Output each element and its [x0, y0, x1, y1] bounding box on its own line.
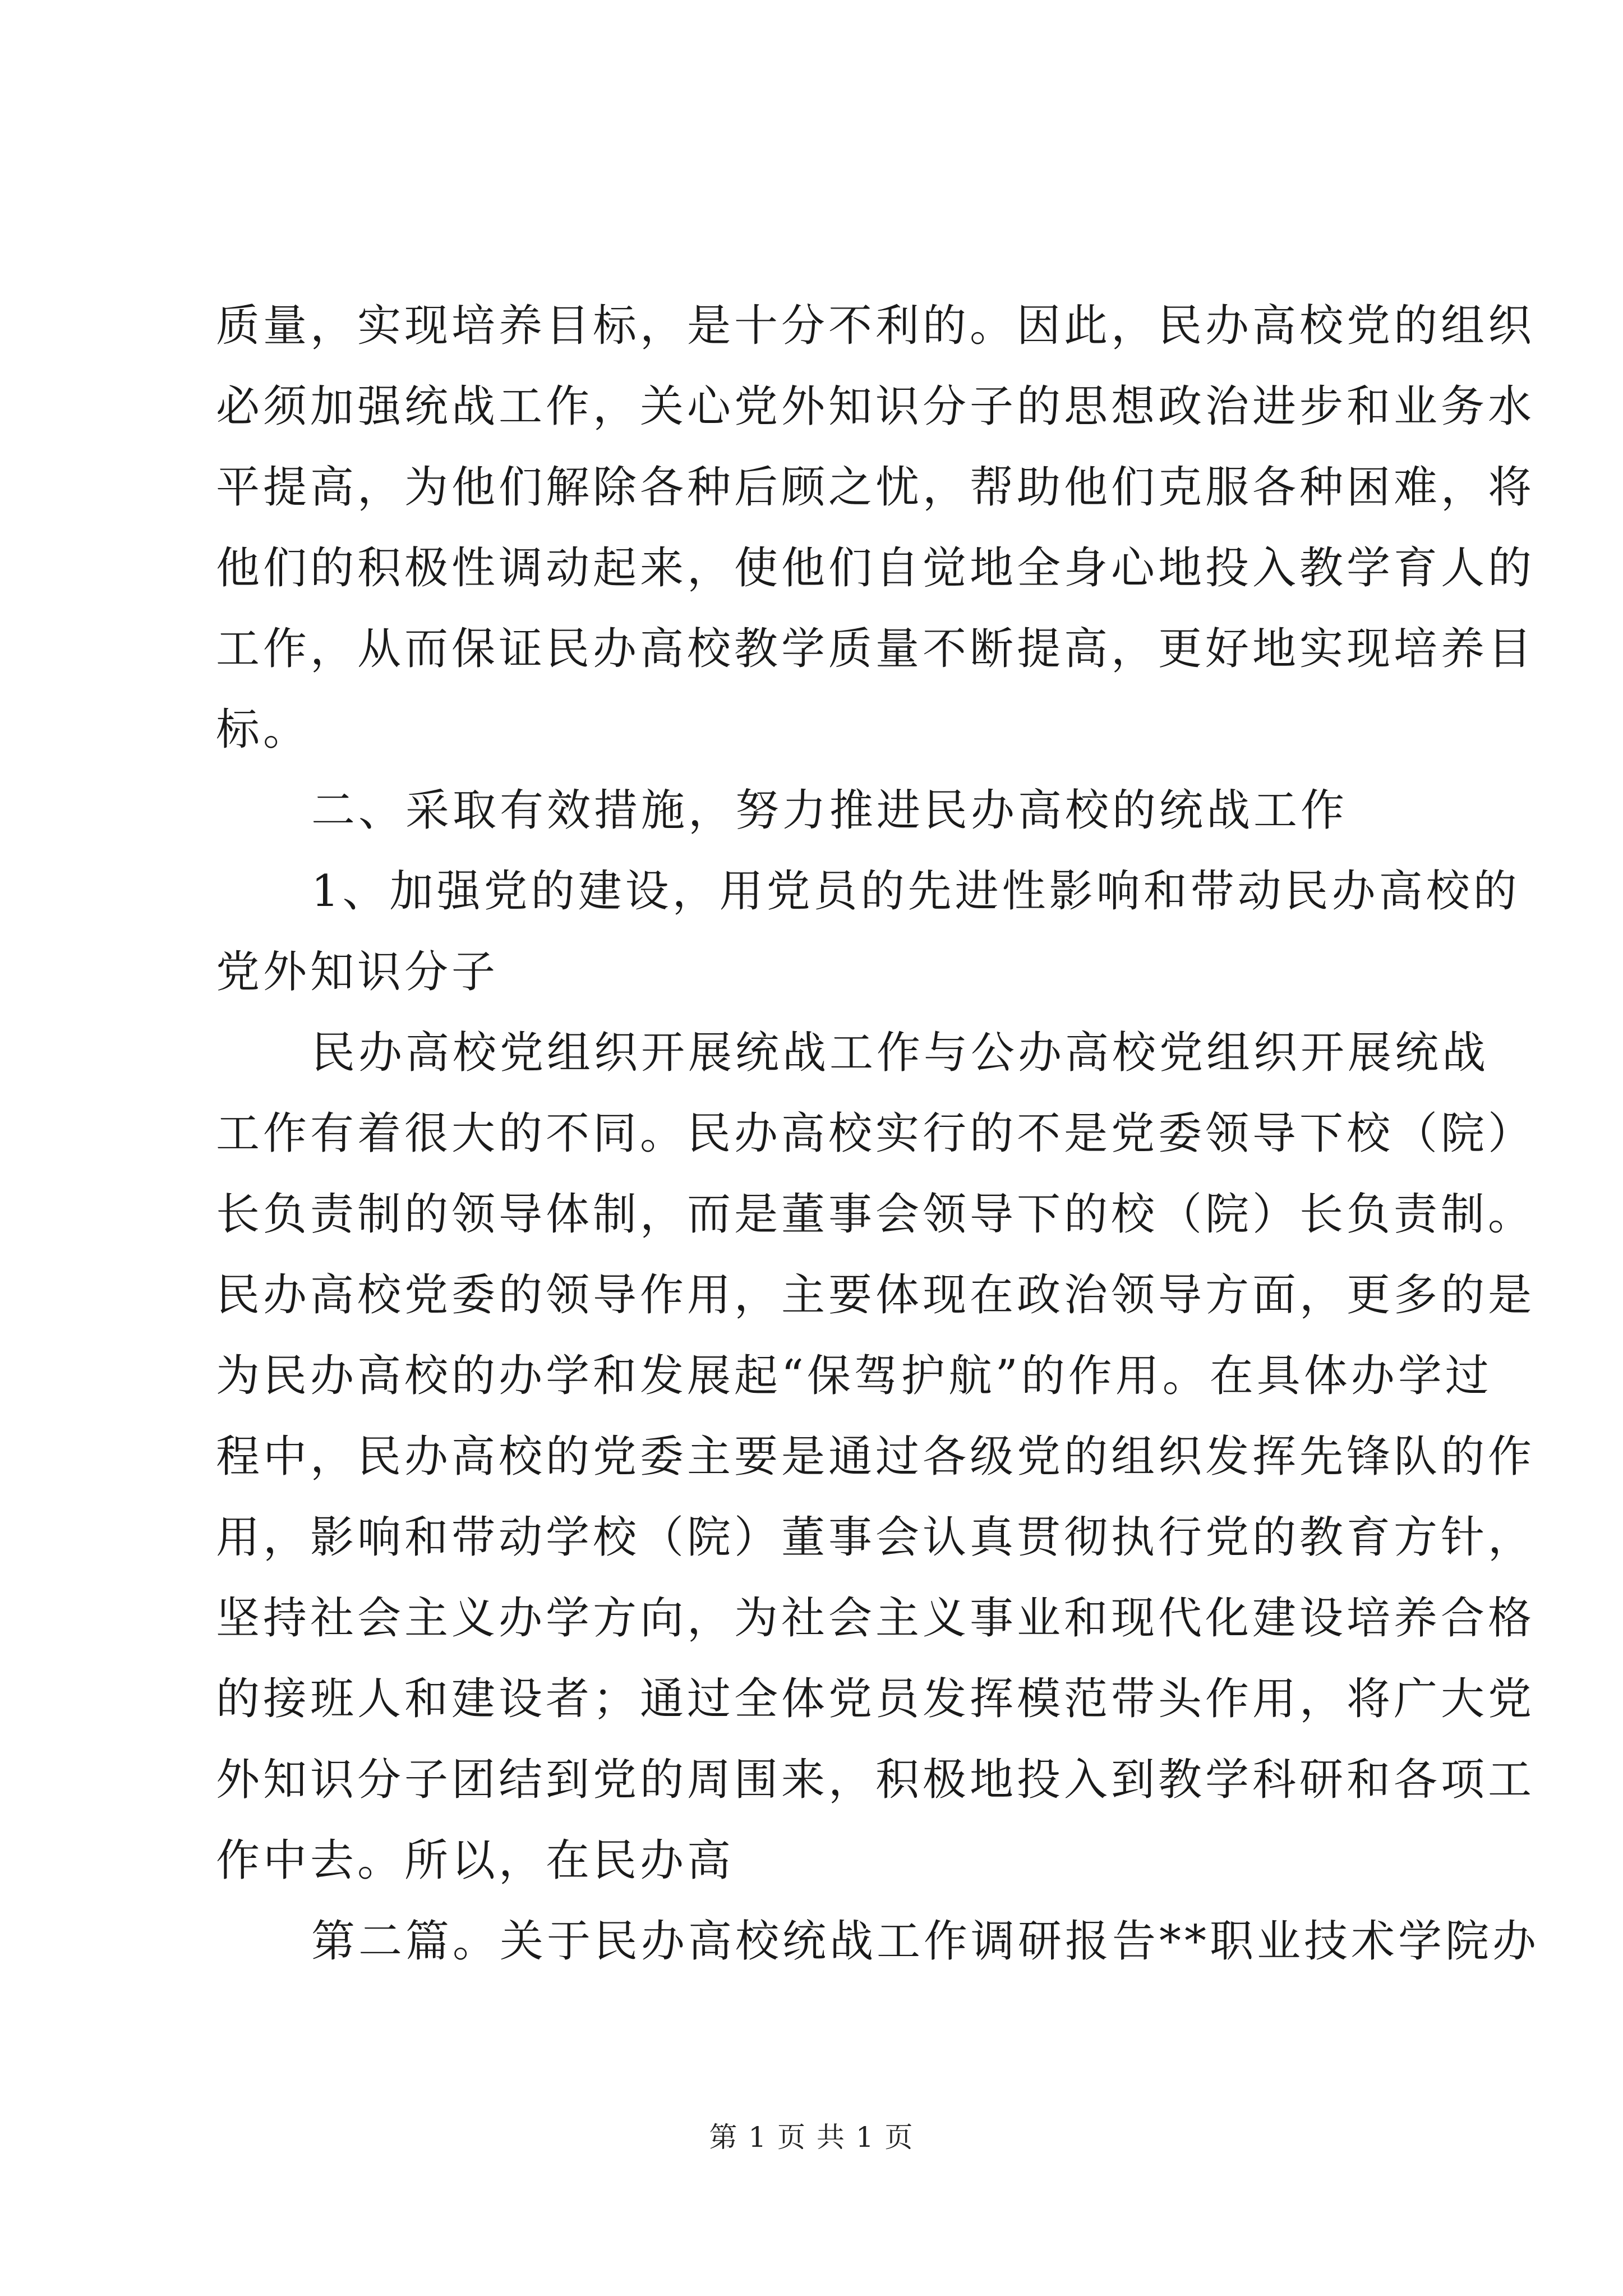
text-line: 民办高校党组织开展统战工作与公办高校党组织开展统战 — [311, 1028, 1490, 1078]
text-line: 的接班人和建设者；通过全体党员发挥模范带头作用，将广大党 — [216, 1674, 1536, 1724]
text-line: 质量，实现培养目标，是十分不利的。因此，民办高校党的组织 — [216, 301, 1536, 351]
text-line: 他们的积极性调动起来，使他们自觉地全身心地投入教学育人的 — [216, 543, 1536, 593]
section-heading: 二、采取有效措施，努力推进民办高校的统战工作 — [311, 785, 1348, 836]
text-line: 标。 — [216, 705, 311, 755]
text-line: 程中，民办高校的党委主要是通过各级党的组织发挥先锋队的作 — [216, 1432, 1536, 1482]
page-footer: 第 1 页 共 1 页 — [709, 2121, 914, 2154]
text-line: 工作有着很大的不同。民办高校实行的不是党委领导下校（院） — [216, 1108, 1536, 1159]
document-body — [216, 297, 1540, 1994]
text-line: 长负责制的领导体制，而是董事会领导下的校（院）长负责制。 — [216, 1189, 1536, 1240]
text-line: 党外知识分子 — [216, 947, 499, 997]
text-line: 平提高，为他们解除各种后顾之忧，帮助他们克服各种困难，将 — [216, 462, 1536, 513]
text-line: 必须加强统战工作，关心党外知识分子的思想政治进步和业务水 — [216, 381, 1536, 432]
chapter-heading: 第二篇。关于民办高校统战工作调研报告**职业技术学院办 — [311, 1916, 1540, 1967]
text-line: 作中去。所以，在民办高 — [216, 1835, 735, 1886]
text-line: 外知识分子团结到党的周围来，积极地投入到教学科研和各项工 — [216, 1755, 1536, 1805]
text-line: 民办高校党委的领导作用，主要体现在政治领导方面，更多的是 — [216, 1270, 1536, 1320]
subsection-heading: 1、加强党的建设，用党员的先进性影响和带动民办高校的 — [311, 866, 1520, 917]
text-line: 工作，从而保证民办高校教学质量不断提高，更好地实现培养目 — [216, 624, 1536, 674]
text-line: 为民办高校的办学和发展起“保驾护航”的作用。在具体办学过 — [216, 1351, 1492, 1401]
text-line: 坚持社会主义办学方向，为社会主义事业和现代化建设培养合格 — [216, 1593, 1536, 1644]
text-line: 用，影响和带动学校（院）董事会认真贯彻执行党的教育方针， — [216, 1512, 1536, 1563]
